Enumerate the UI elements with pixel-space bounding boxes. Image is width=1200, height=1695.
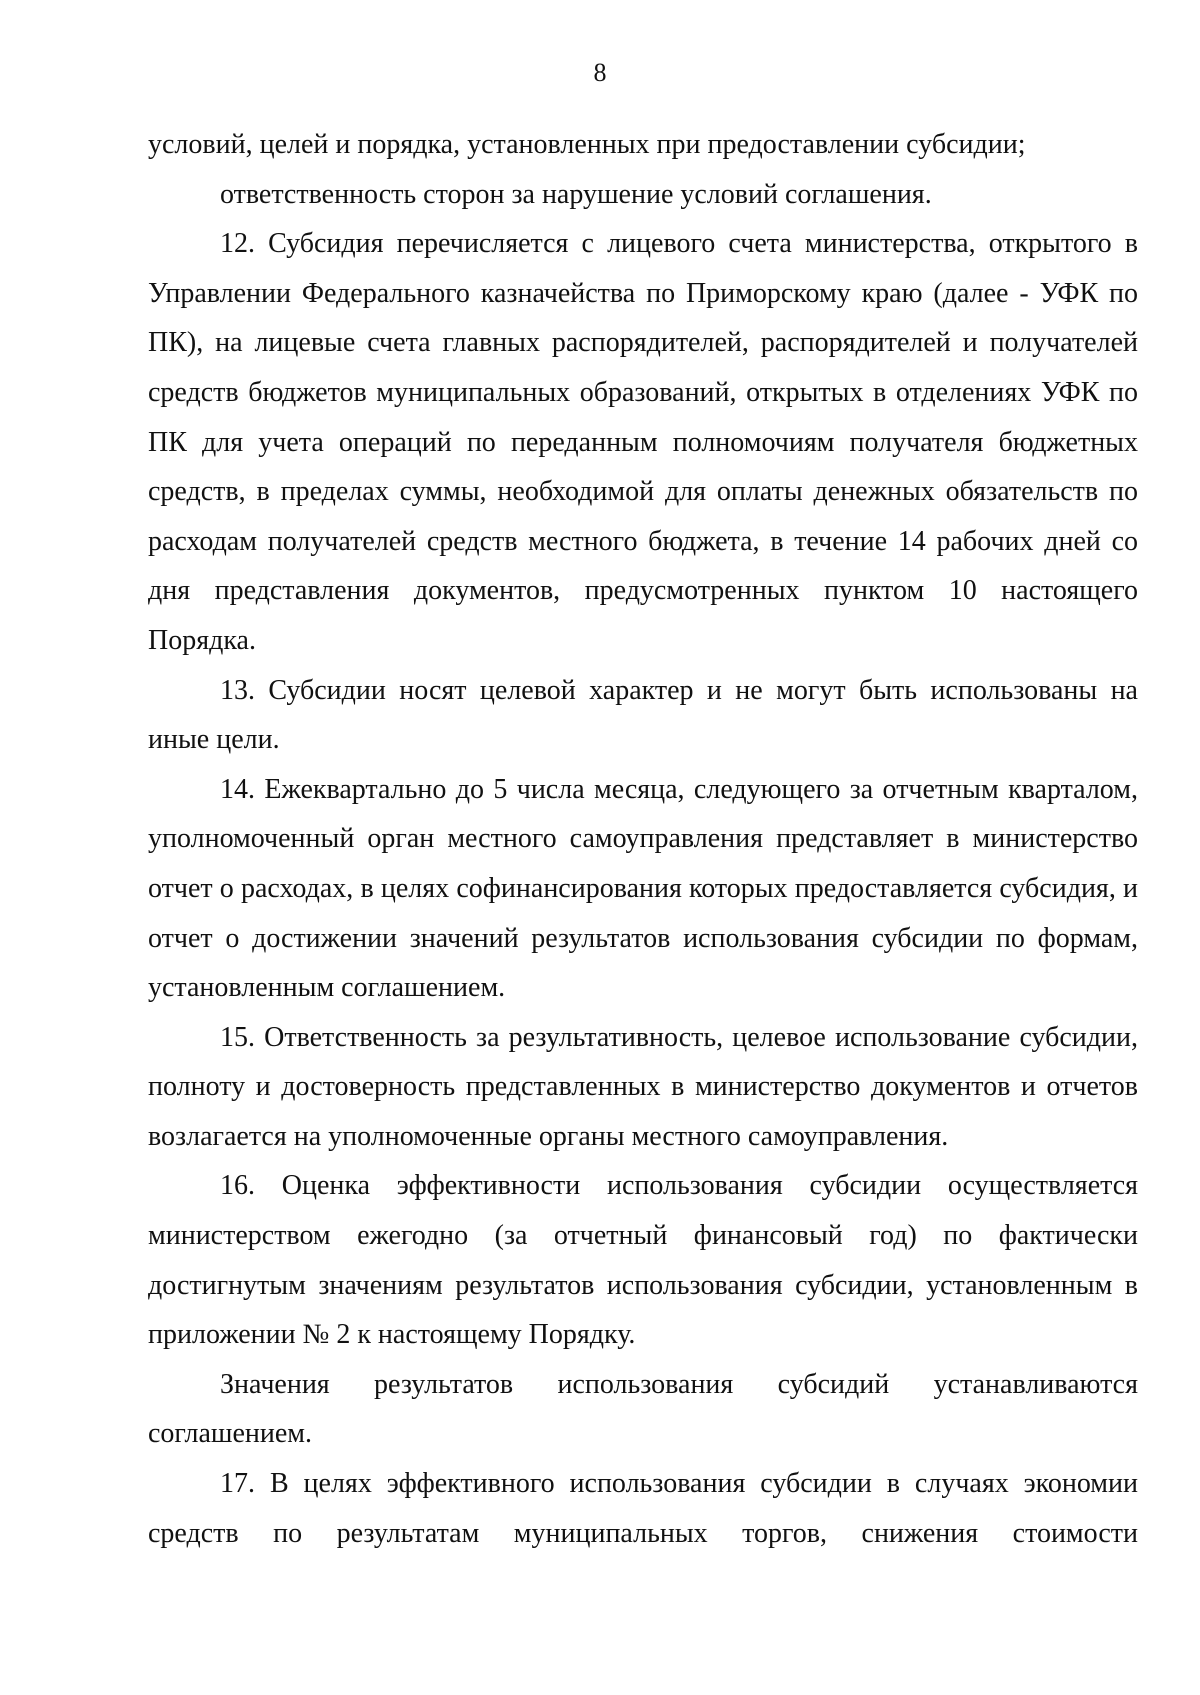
paragraph-7: 16. Оценка эффективности использования субсидии осуществляется министерством ежегодно (за отчетный финансовый год) по фактически достигнутым значениям результатов использования субсидии, установленным в приложении № 2 к настоящему Порядку. <box>148 1170 1138 1351</box>
paragraph-4: 13. Субсидии носят целевой характер и не могут быть использованы на иные цели. <box>148 674 1138 756</box>
document-body <box>148 120 1138 1558</box>
page-number: 8 <box>593 58 607 87</box>
paragraph-8: Значения результатов использования субсидий устанавливаются соглашением. <box>148 1368 1138 1450</box>
paragraph-3: 12. Субсидия перечисляется с лицевого счета министерства, открытого в Управлении Федерального казначейства по Приморскому краю (далее - УФК по ПК), на лицевые счета главных распорядителей, распорядителей и получателей средств бюджетов муниципальных образований, открытых в отделениях УФК по ПК для учета операций по переданным полномочиям получателя бюджетных средств, в пределах суммы, необходимой для оплаты денежных обязательств по расходам получателей средств местного бюджета, в течение 14 рабочих дней со дня представления документов, предусмотренных пунктом 10 настоящего Порядка. <box>148 228 1138 656</box>
paragraph-9: 17. В целях эффективного использования субсидии в случаях экономии средств по результатам муниципальных торгов, снижения стоимости <box>148 1468 1138 1549</box>
paragraph-1: условий, целей и порядка, установленных при предоставлении субсидии; <box>148 129 1026 160</box>
paragraph-5: 14. Ежеквартально до 5 числа месяца, следующего за отчетным кварталом, уполномоченный орган местного самоуправления представляет в министерство отчет о расходах, в целях софинансирования которых предоставляется субсидия, и отчет о достижении значений результатов использования субсидии по формам, установленным соглашением. <box>148 773 1138 1004</box>
paragraph-2: ответственность сторон за нарушение условий соглашения. <box>220 178 932 210</box>
paragraph-6: 15. Ответственность за результативность, целевое использование субсидии, полноту и достоверность представленных в министерство документов и отчетов возлагается на уполномоченные органы местного самоуправления. <box>148 1021 1138 1152</box>
